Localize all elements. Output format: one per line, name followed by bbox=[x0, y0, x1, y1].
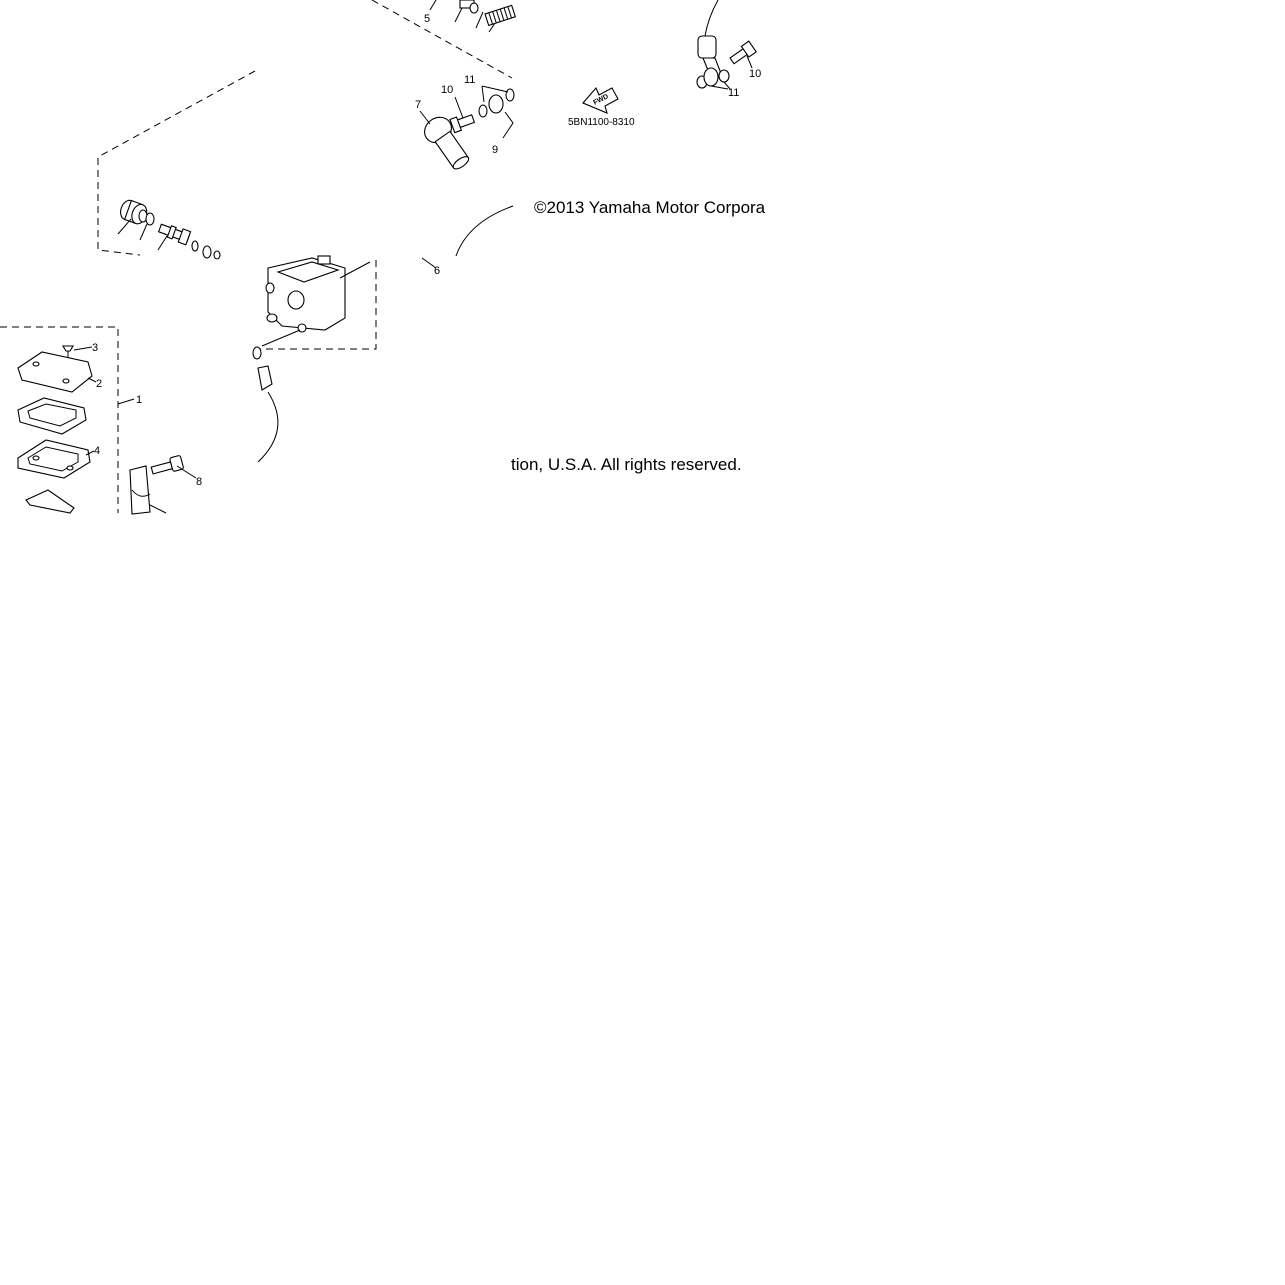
fwd-direction-arrow bbox=[583, 88, 618, 113]
copyright-line-2: tion, U.S.A. All rights reserved. bbox=[511, 455, 742, 474]
diagram-code: 5BN1100-8310 bbox=[568, 117, 635, 128]
svg-text:FWD: FWD bbox=[592, 93, 610, 107]
callout-4: 4 bbox=[94, 445, 101, 457]
callout-6: 6 bbox=[434, 265, 441, 277]
callout-8: 8 bbox=[196, 476, 203, 488]
copyright-line-1: ©2013 Yamaha Motor Corpora bbox=[534, 198, 766, 217]
piston-spring-parts bbox=[430, 0, 515, 32]
callout-11-center: 11 bbox=[464, 74, 476, 86]
callout-7: 7 bbox=[415, 99, 422, 111]
callout-10-center: 10 bbox=[441, 84, 454, 96]
master-cylinder-body bbox=[262, 256, 370, 346]
piston-kit-parts bbox=[118, 198, 220, 259]
callout-11-right: 11 bbox=[728, 87, 740, 99]
lever-bracket bbox=[253, 347, 278, 462]
callout-9: 9 bbox=[492, 144, 499, 156]
callout-2: 2 bbox=[96, 378, 103, 390]
callout-labels bbox=[92, 13, 761, 488]
banjo-bolt-assembly bbox=[420, 86, 514, 268]
holder-and-bolt bbox=[130, 455, 196, 514]
brake-hose-fitting bbox=[697, 0, 756, 89]
assembly-boundary-lines bbox=[0, 0, 512, 513]
callout-1: 1 bbox=[136, 394, 143, 406]
callout-5: 5 bbox=[424, 13, 431, 25]
reservoir-cap-parts bbox=[18, 346, 134, 513]
callout-3: 3 bbox=[92, 342, 99, 354]
callout-10-right: 10 bbox=[749, 68, 762, 80]
